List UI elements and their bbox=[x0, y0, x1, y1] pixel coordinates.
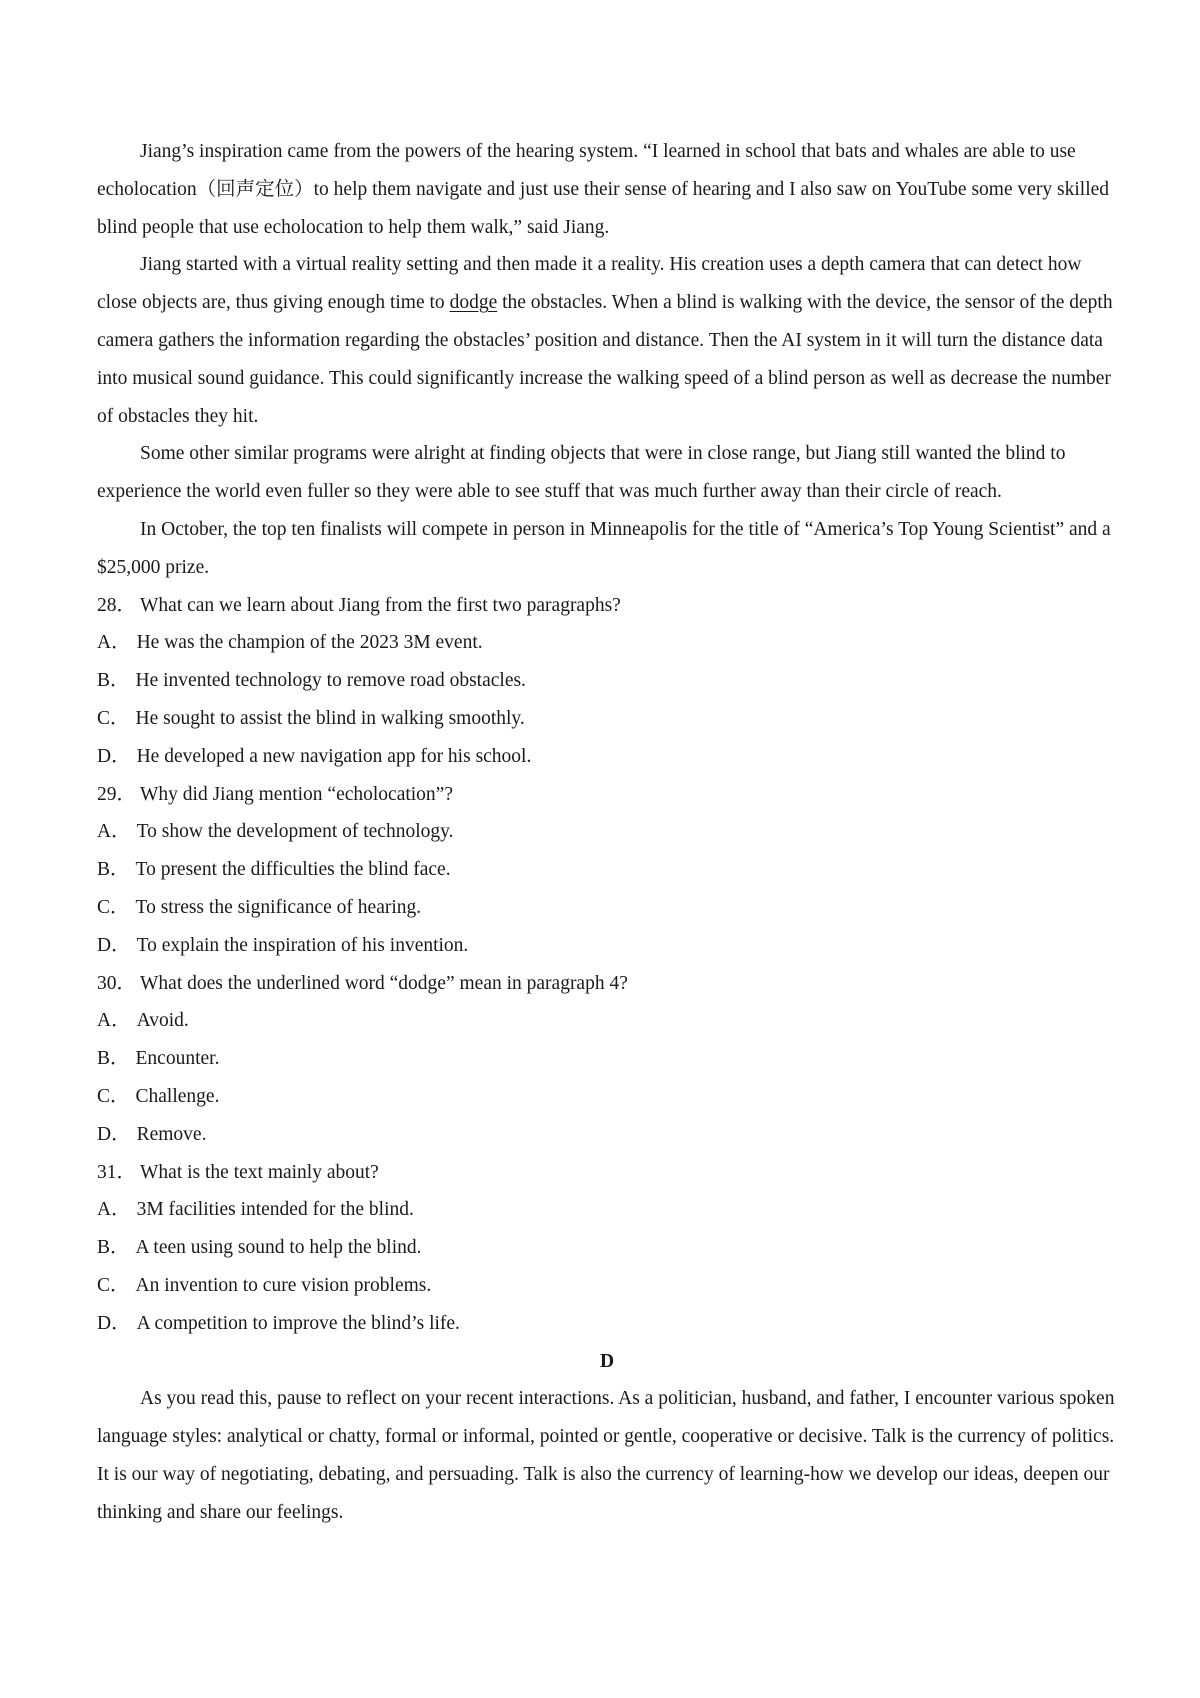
answer-option-d[interactable] bbox=[97, 927, 1117, 965]
option-text: Remove. bbox=[136, 1123, 207, 1145]
answer-option-d[interactable] bbox=[97, 1116, 1117, 1154]
option-text: To stress the significance of hearing. bbox=[135, 896, 422, 918]
question-text: What can we learn about Jiang from the first two paragraphs? bbox=[140, 594, 621, 616]
passage-c-paragraph-1: Jiang’s inspiration came from the powers of the hearing system. “I learned in school that bats and whales are able to use echolocation（回声定位）to help them navigate and just use their sense of hearing and I also saw on YouTube some very skilled blind people that use echolocation to help them walk,” said Jiang. bbox=[97, 141, 1110, 238]
option-letter: B． bbox=[97, 859, 130, 881]
option-letter: D． bbox=[97, 934, 131, 956]
option-text: He was the champion of the 2023 3M event. bbox=[136, 632, 483, 654]
answer-option-c[interactable] bbox=[97, 1267, 1117, 1305]
question-30 bbox=[97, 965, 1117, 1154]
question-number: 30． bbox=[97, 972, 137, 994]
option-text: To explain the inspiration of his invention. bbox=[136, 934, 469, 956]
option-letter: C． bbox=[97, 707, 130, 729]
answer-option-a[interactable] bbox=[97, 624, 1117, 662]
option-text: A teen using sound to help the blind. bbox=[135, 1237, 422, 1259]
question-number: 29． bbox=[97, 783, 137, 805]
question-28 bbox=[97, 587, 1117, 776]
answer-option-b[interactable] bbox=[97, 662, 1117, 700]
option-text: To show the development of technology. bbox=[136, 821, 454, 843]
answer-option-b[interactable] bbox=[97, 851, 1117, 889]
question-text: What is the text mainly about? bbox=[140, 1161, 379, 1183]
question-stem bbox=[97, 1154, 1117, 1192]
answer-option-b[interactable] bbox=[97, 1040, 1117, 1078]
question-text: What does the underlined word “dodge” mean in paragraph 4? bbox=[140, 972, 628, 994]
paragraph-2-text-end: the obstacles. When a blind is walking with the device, the sensor of the depth camera gathers the information regarding the obstacles’ position and distance. Then the AI system in it will turn the distance data into musical sound guidance. This could significantly increase the walking speed of a blind person as well as decrease the number of obstacles they hit. bbox=[97, 292, 1113, 427]
answer-option-b[interactable] bbox=[97, 1229, 1117, 1267]
option-letter: B． bbox=[97, 1048, 130, 1070]
passage-c-paragraph-4: In October, the top ten finalists will compete in person in Minneapolis for the title of “America’s Top Young Scientist” and a $25,000 prize. bbox=[97, 518, 1111, 578]
option-letter: D． bbox=[97, 1123, 131, 1145]
answer-option-a[interactable] bbox=[97, 1002, 1117, 1040]
option-letter: D． bbox=[97, 745, 131, 767]
option-text: Encounter. bbox=[135, 1048, 220, 1070]
option-letter: A． bbox=[97, 1199, 131, 1221]
underlined-word-dodge: dodge bbox=[449, 292, 498, 314]
option-letter: B． bbox=[97, 1237, 130, 1259]
option-letter: C． bbox=[97, 1085, 130, 1107]
option-text: He sought to assist the blind in walking smoothly. bbox=[135, 707, 525, 729]
option-letter: A． bbox=[97, 821, 131, 843]
option-text: Challenge. bbox=[135, 1085, 220, 1107]
answer-option-a[interactable] bbox=[97, 1191, 1117, 1229]
answer-option-c[interactable] bbox=[97, 889, 1117, 927]
answer-option-d[interactable] bbox=[97, 1305, 1117, 1343]
question-31 bbox=[97, 1154, 1117, 1343]
question-number: 31． bbox=[97, 1161, 137, 1183]
passage-c-paragraph-2 bbox=[97, 246, 1117, 435]
option-letter: C． bbox=[97, 896, 130, 918]
option-text: A competition to improve the blind’s life. bbox=[136, 1312, 460, 1334]
question-stem bbox=[97, 965, 1117, 1003]
answer-option-c[interactable] bbox=[97, 1078, 1117, 1116]
option-text: An invention to cure vision problems. bbox=[135, 1274, 432, 1296]
option-text: 3M facilities intended for the blind. bbox=[136, 1199, 414, 1221]
option-text: Avoid. bbox=[136, 1010, 189, 1032]
answer-option-a[interactable] bbox=[97, 813, 1117, 851]
option-text: He invented technology to remove road obstacles. bbox=[135, 670, 526, 692]
question-text: Why did Jiang mention “echolocation”? bbox=[140, 783, 453, 805]
question-number: 28． bbox=[97, 594, 137, 616]
paragraph-2-text-start: Jiang started with a virtual reality setting and then made it a reality. His creation uses a depth camera that can detect how close objects are, thus giving enough time to bbox=[97, 254, 1082, 314]
question-29 bbox=[97, 776, 1117, 965]
question-stem bbox=[97, 587, 1117, 625]
option-letter: B． bbox=[97, 670, 130, 692]
option-letter: D． bbox=[97, 1312, 131, 1334]
answer-option-c[interactable] bbox=[97, 700, 1117, 738]
section-d-paragraph-1: As you read this, pause to reflect on your recent interactions. As a politician, husband, and father, I encounter various spoken language styles: analytical or chatty, formal or informal, pointed or gentle, cooperative or decisive. Talk is the currency of politics. It is our way of negotiating, debating, and persuading. Talk is also the currency of learning-how we develop our ideas, deepen our thinking and share our feelings. bbox=[97, 1388, 1115, 1523]
exam-page bbox=[97, 133, 1117, 1531]
passage-c-paragraph-3: Some other similar programs were alright at finding objects that were in close range, but Jiang still wanted the blind to experience the world even fuller so they were able to see stuff that was much further away than their circle of reach. bbox=[97, 443, 1066, 503]
option-letter: C． bbox=[97, 1274, 130, 1296]
answer-option-d[interactable] bbox=[97, 738, 1117, 776]
section-d-heading: D bbox=[599, 1350, 615, 1372]
option-letter: A． bbox=[97, 632, 131, 654]
question-stem bbox=[97, 776, 1117, 814]
option-text: To present the difficulties the blind face. bbox=[135, 859, 451, 881]
option-text: He developed a new navigation app for his school. bbox=[136, 745, 532, 767]
option-letter: A． bbox=[97, 1010, 131, 1032]
